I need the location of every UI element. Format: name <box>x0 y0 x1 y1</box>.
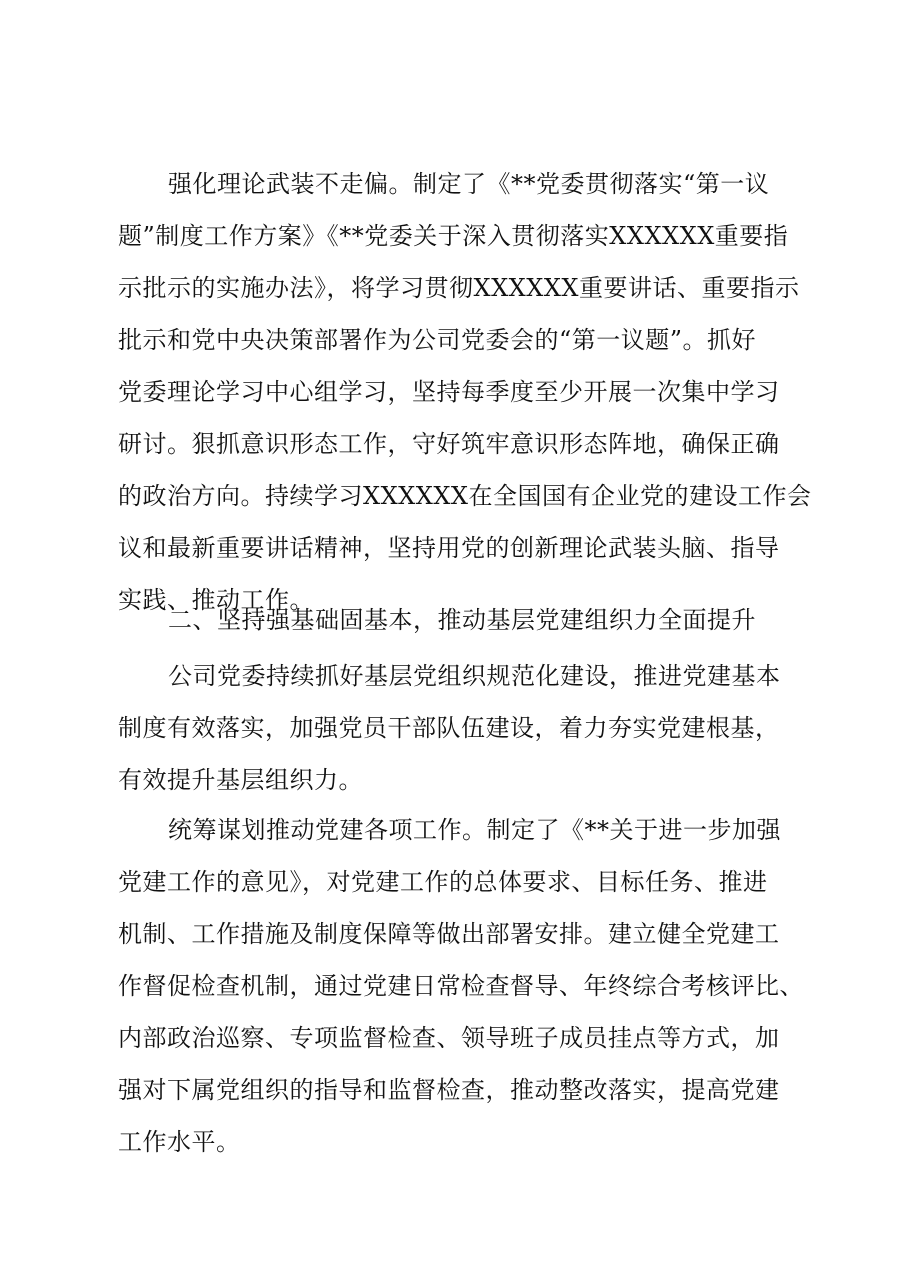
paragraph-theory-armament <box>118 158 818 626</box>
text-line: 内部政治巡察、专项监督检查、领导班子成员挂点等方式，加 <box>118 1024 780 1052</box>
paragraph-grassroots <box>118 650 818 806</box>
text-line: 党建工作的意见》，对党建工作的总体要求、目标任务、推进 <box>118 868 768 896</box>
text-line: 强化理论武装不走偏。制定了《**党委贯彻落实“第一议 <box>168 170 770 198</box>
text-line: 工作水平。 <box>118 1128 241 1156</box>
text-line: 批示和党中央决策部署作为公司党委会的“第一议题”。抓好 <box>118 326 757 354</box>
text-line: 强对下属党组织的指导和监督检查，推动整改落实，提高党建 <box>118 1076 780 1104</box>
heading-line: 二、坚持强基础固基本，推动基层党建组织力全面提升 <box>168 606 756 634</box>
section-heading <box>118 594 818 646</box>
text-line: 研讨。狠抓意识形态工作，守好筑牢意识形态阵地，确保正确 <box>118 430 780 458</box>
text-line: 有效提升基层组织力。 <box>118 766 363 794</box>
text-line: 党委理论学习中心组学习，坚持每季度至少开展一次集中学习 <box>118 378 780 406</box>
paragraph-party-building <box>118 804 818 1168</box>
text-line: 示批示的实施办法》，将学习贯彻XXXXXX重要讲话、重要指示 <box>118 274 800 302</box>
text-line: 统筹谋划推动党建各项工作。制定了《**关于进一步加强 <box>168 816 781 844</box>
text-line: 机制、工作措施及制度保障等做出部署安排。建立健全党建工 <box>118 920 780 948</box>
text-line: 题”制度工作方案》《**党委关于深入贯彻落实XXXXXX重要指 <box>118 222 789 250</box>
text-line: 作督促检查机制，通过党建日常检查督导、年终综合考核评比、 <box>118 972 804 1000</box>
text-line: 实践、推动工作。 <box>118 586 314 614</box>
text-line: 的政治方向。持续学习XXXXXX在全国国有企业党的建设工作会 <box>118 482 812 510</box>
text-line: 公司党委持续抓好基层党组织规范化建设，推进党建基本 <box>168 662 781 690</box>
text-line: 制度有效落实，加强党员干部队伍建设，着力夯实党建根基， <box>118 714 780 742</box>
text-line: 议和最新重要讲话精神，坚持用党的创新理论武装头脑、指导 <box>118 534 780 562</box>
